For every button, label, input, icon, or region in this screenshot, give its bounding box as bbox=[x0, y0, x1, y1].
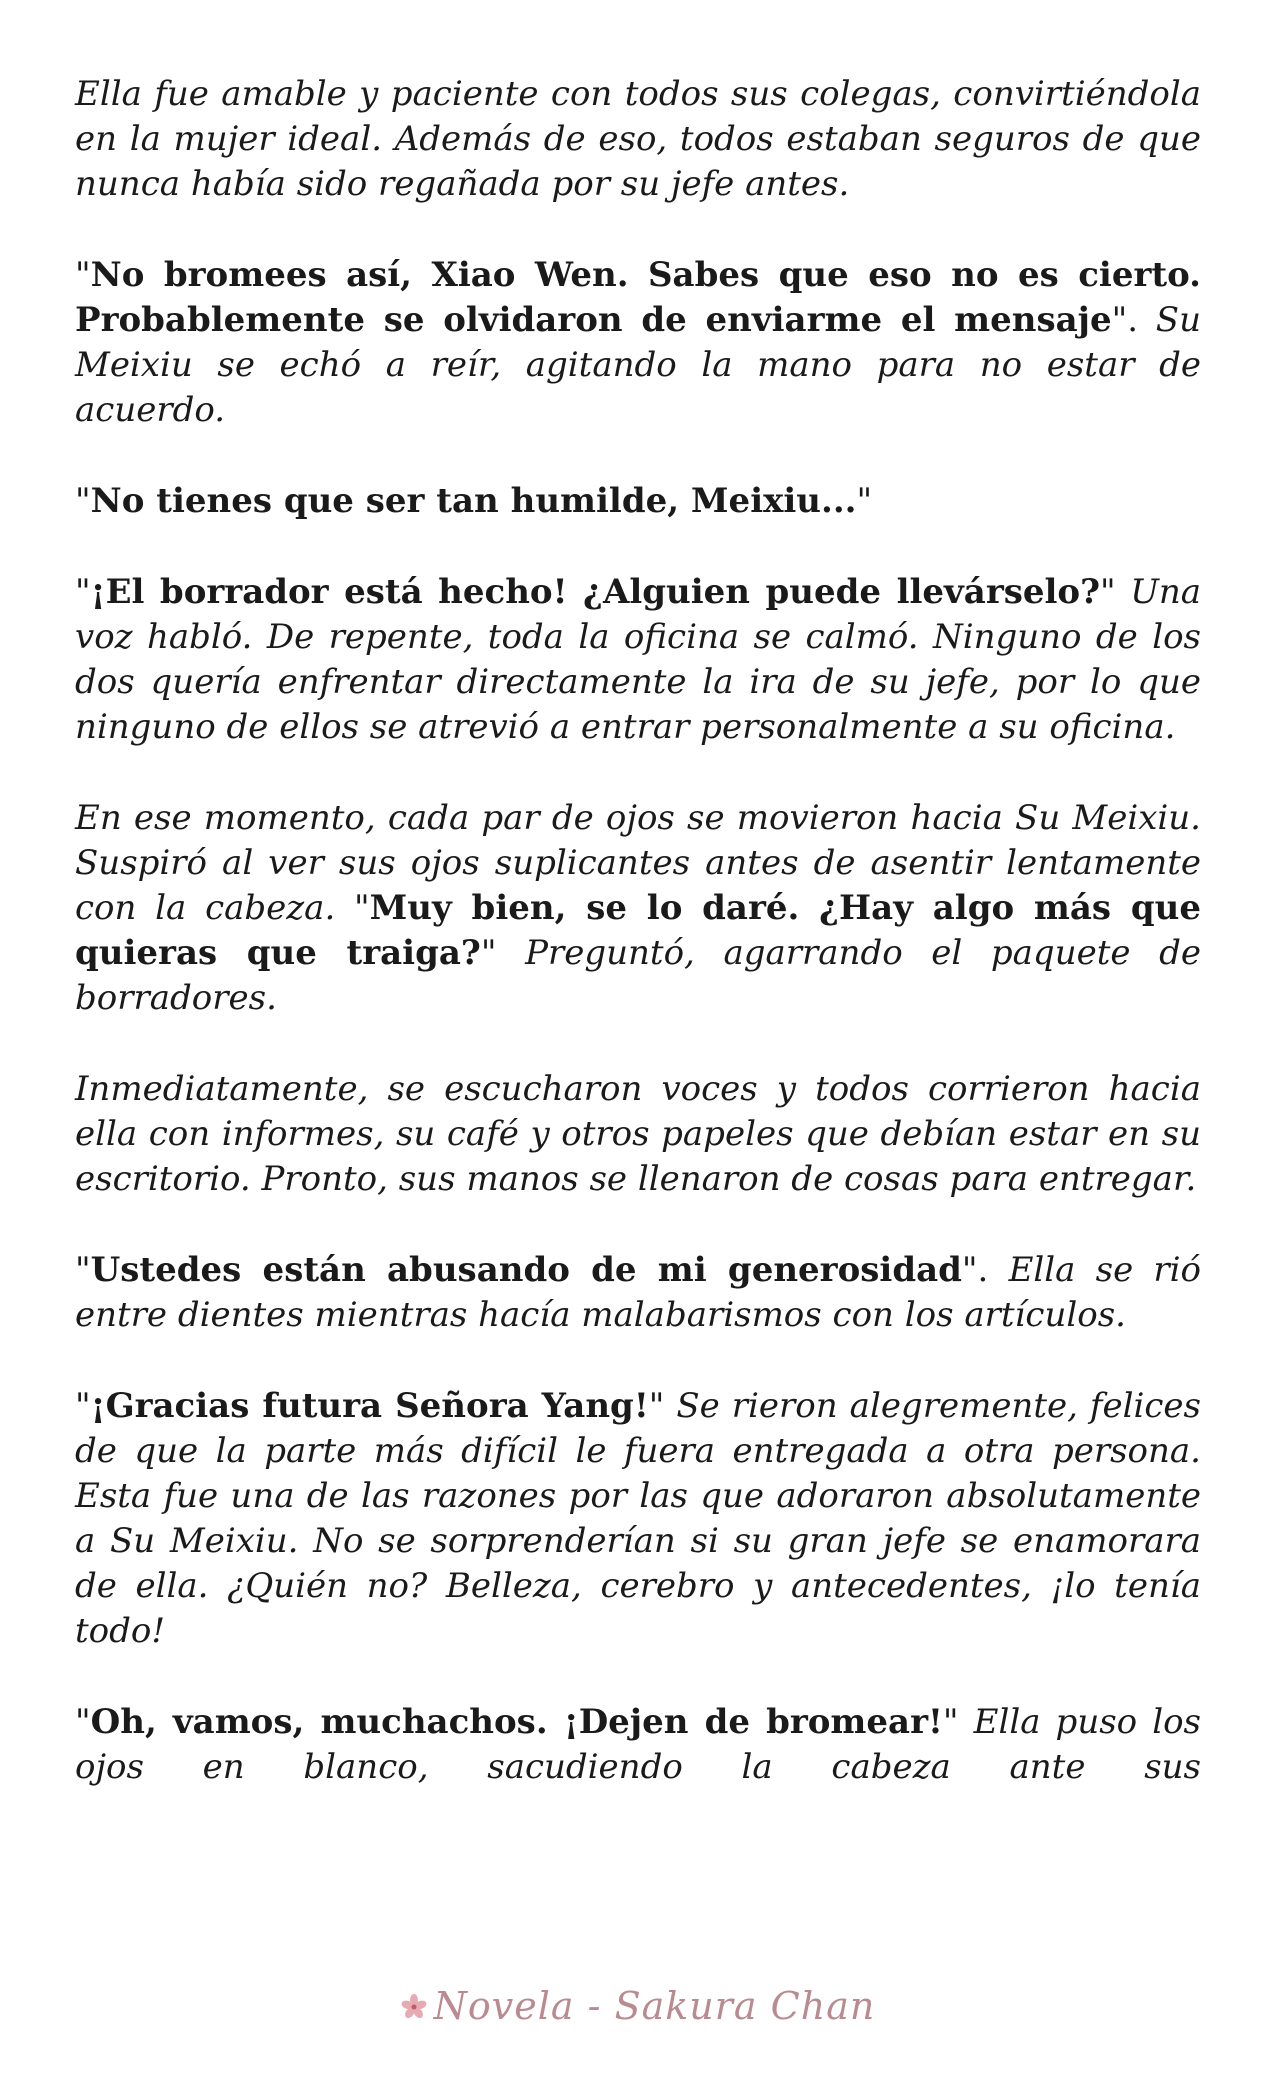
sakura-flower-icon bbox=[400, 1986, 428, 2014]
paragraph bbox=[75, 796, 1201, 1021]
quote-mark: " bbox=[75, 1250, 91, 1290]
watermark-text: Novela - Sakura Chan bbox=[433, 1984, 876, 2028]
narration-text: Su Meixiu se echó a reír, agitando la mano para no estar de acuerdo. bbox=[75, 300, 1201, 430]
quote-mark: " bbox=[75, 255, 91, 295]
quote-mark: " bbox=[75, 481, 91, 521]
narration-text: Preguntó, agarrando el paquete de borradores. bbox=[75, 933, 1201, 1018]
quote-mark: " bbox=[648, 1386, 677, 1426]
dialogue-text: No bromees así, Xiao Wen. Sabes que eso no es cierto. Probablemente se olvidaron de enviarme el mensaje bbox=[75, 255, 1201, 340]
narration-text: Ella puso los ojos en blanco, sacudiendo la cabeza ante sus bbox=[75, 1702, 1201, 1787]
dialogue-text: Oh, vamos, muchachos. ¡Dejen de bromear! bbox=[90, 1702, 943, 1742]
quote-mark: " bbox=[354, 888, 370, 928]
narration-text: Se rieron alegremente, felices de que la parte más difícil le fuera entregada a otra persona. Esta fue una de las razones por las que adoraron absolutamente a Su Meixiu. No se sorprenderían si su gran jefe se enamorara de ella. ¿Quién no? Belleza, cerebro y antecedentes, ¡lo tenía todo! bbox=[75, 1386, 1201, 1651]
quote-mark: " bbox=[942, 1702, 974, 1742]
novel-page bbox=[75, 72, 1201, 1790]
dialogue-text: No tienes que ser tan humilde, Meixiu... bbox=[90, 481, 857, 521]
dialogue-text: Ustedes están abusando de mi generosidad bbox=[90, 1250, 962, 1290]
dialogue-text: ¡El borrador está hecho! ¿Alguien puede llevárselo? bbox=[90, 572, 1101, 612]
watermark bbox=[0, 1984, 1275, 2028]
narration-text: Ella se rió entre dientes mientras hacía malabarismos con los artículos. bbox=[75, 1250, 1202, 1335]
paragraph bbox=[75, 1067, 1201, 1202]
quote-mark: " bbox=[480, 933, 526, 973]
quote-mark: " bbox=[75, 572, 91, 612]
quote-mark: " bbox=[75, 1702, 91, 1742]
quote-mark: " bbox=[856, 481, 873, 521]
dialogue-text: ¡Gracias futura Señora Yang! bbox=[90, 1386, 649, 1426]
quote-mark: " bbox=[75, 1386, 91, 1426]
dialogue-text: Muy bien, se lo daré. ¿Hay algo más que quieras que traiga? bbox=[75, 888, 1201, 973]
paragraph bbox=[75, 570, 1201, 750]
narration-text: Ella fue amable y paciente con todos sus colegas, convirtiéndola en la mujer ideal. Además de eso, todos estaban seguros de que nunca había sido regañada por su jefe antes. bbox=[75, 74, 1201, 204]
narration-text: Una voz habló. De repente, toda la oficina se calmó. Ninguno de los dos quería enfrentar directamente la ira de su jefe, por lo que ninguno de ellos se atrevió a entrar personalmente a su oficina. bbox=[75, 572, 1202, 747]
quote-mark: ". bbox=[961, 1250, 1009, 1290]
paragraph bbox=[75, 1700, 1201, 1790]
paragraph bbox=[75, 479, 1201, 524]
paragraph bbox=[75, 1384, 1201, 1654]
paragraph bbox=[75, 72, 1201, 207]
paragraph bbox=[75, 1248, 1201, 1338]
quote-mark: " bbox=[1100, 572, 1131, 612]
paragraph bbox=[75, 253, 1201, 433]
narration-text: Inmediatamente, se escucharon voces y todos corrieron hacia ella con informes, su café y otros papeles que debían estar en su escritorio. Pronto, sus manos se llenaron de cosas para entregar. bbox=[75, 1069, 1201, 1199]
narration-text: En ese momento, cada par de ojos se movieron hacia Su Meixiu. Suspiró al ver sus ojos suplicantes antes de asentir lentamente con la cabeza. bbox=[75, 798, 1201, 928]
quote-mark: ". bbox=[1111, 300, 1156, 340]
